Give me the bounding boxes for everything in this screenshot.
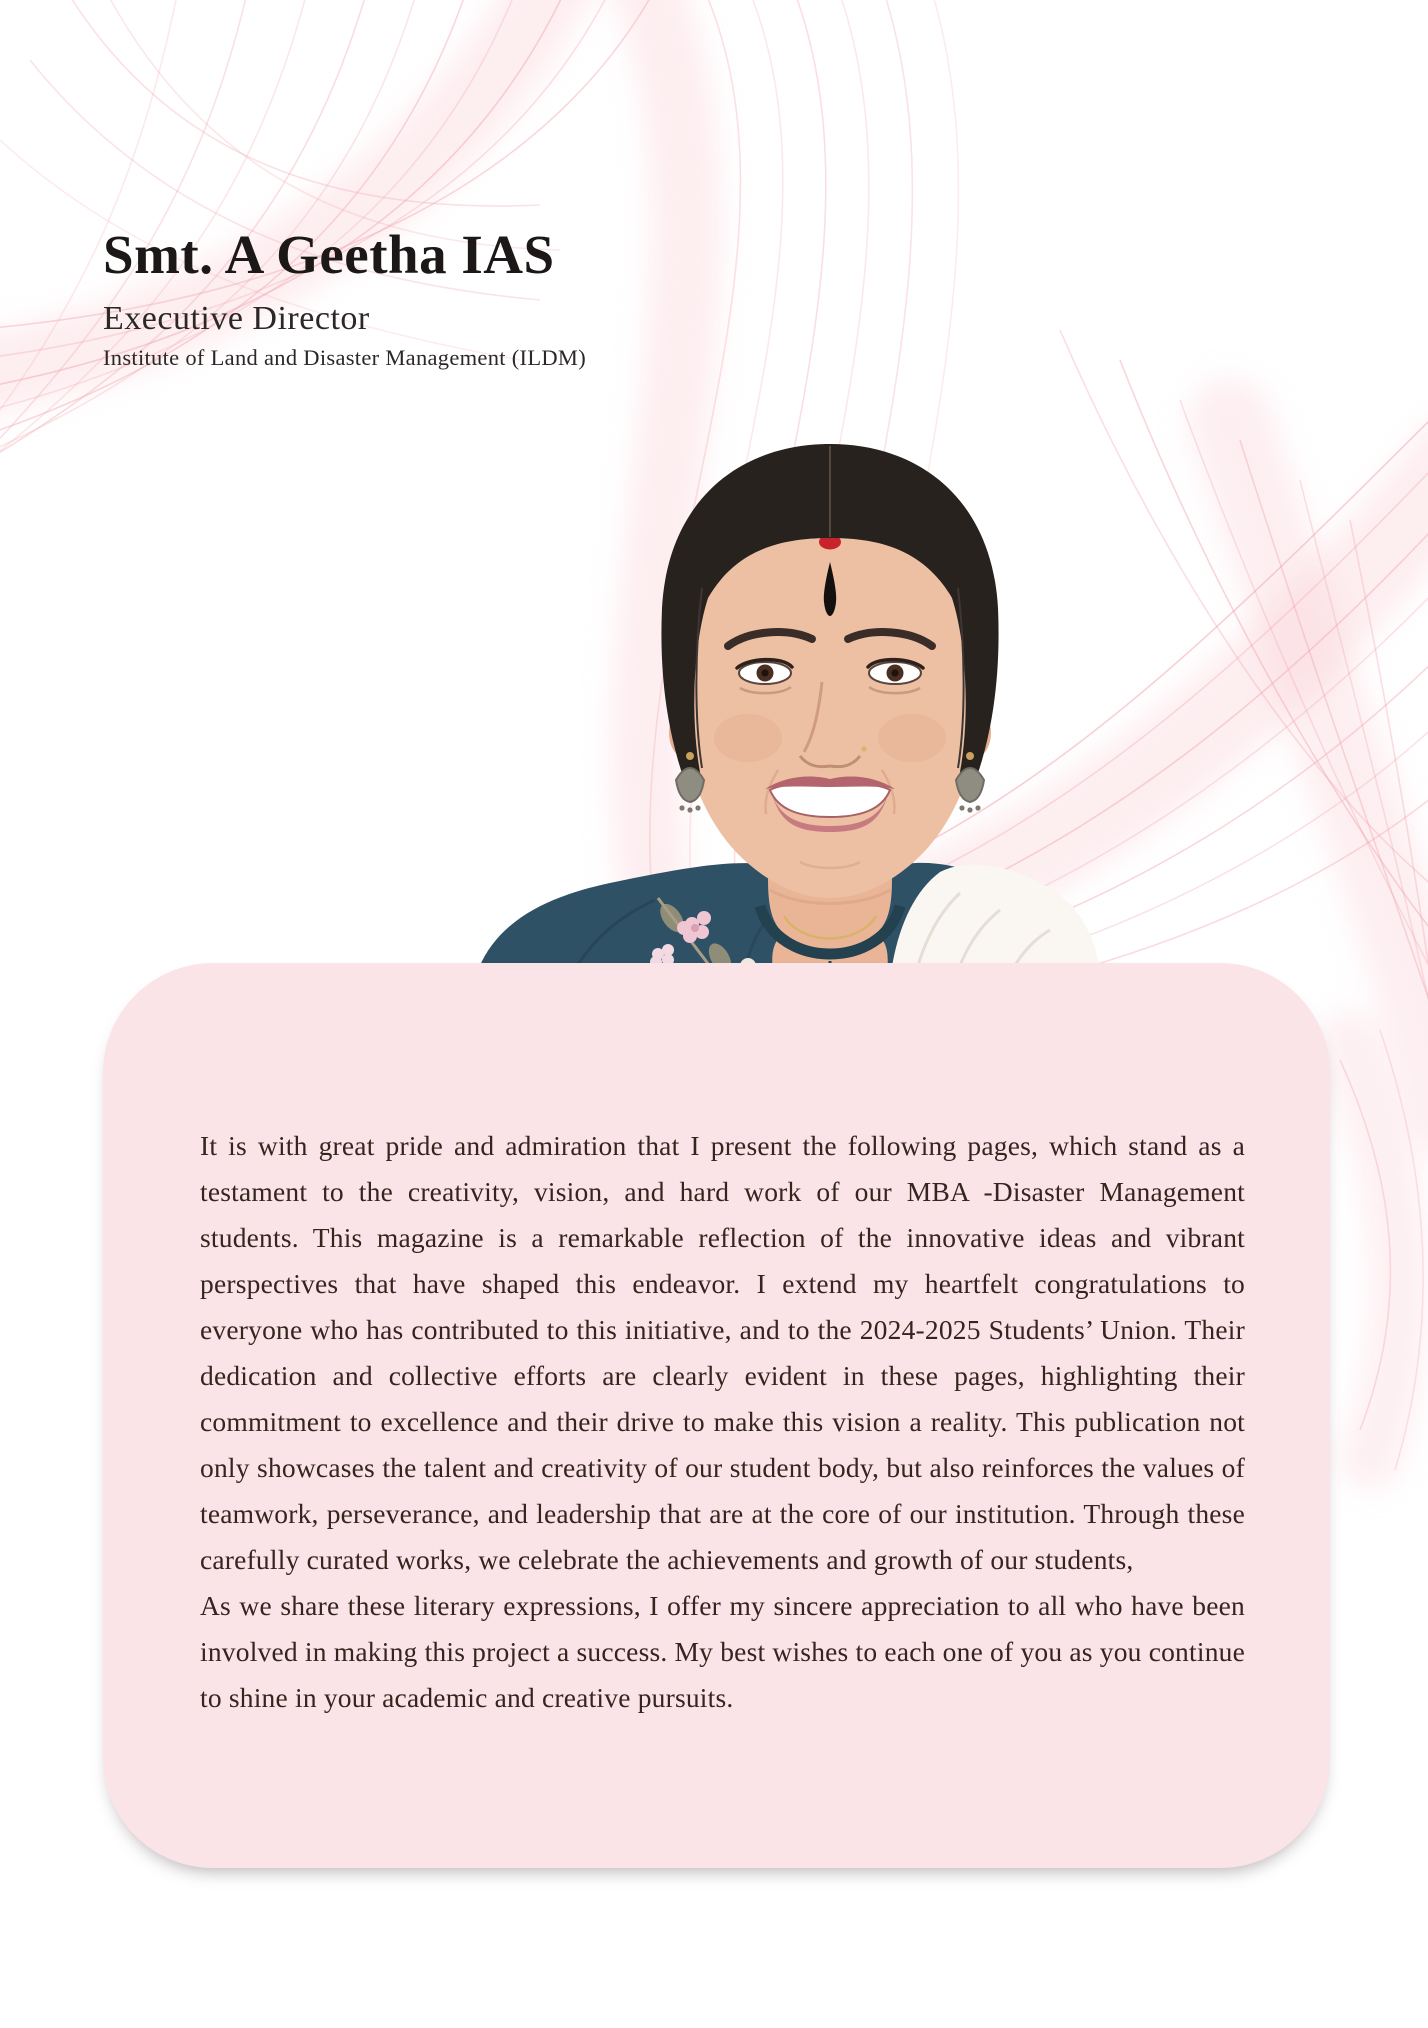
portrait-photo (440, 438, 1180, 1000)
message-paragraph-1: It is with great pride and admiration that I present the following pages, which stand as a testament to the creativity, vision, and hard work of our MBA -Disaster Management students. This magazine is a remarkable reflection of the innovative ideas and vibrant perspectives that have shaped this endeavor. I extend my heartfelt congratulations to everyone who has contributed to this initiative, and to the 2024-2025 Students’ Union. Their dedication and collective efforts are clearly evident in these pages, highlighting their commitment to excellence and their drive to make this vision a reality. This publication not only showcases the talent and creativity of our student body, but also reinforces the values of teamwork, perseverance, and leadership that are at the core of our institution. Through these carefully curated works, we celebrate the achievements and growth of our students, (200, 1130, 1245, 1575)
person-organization: Institute of Land and Disaster Management (ILDM) (103, 345, 587, 370)
message-paragraph-2: As we share these literary expressions, I offer my sincere appreciation to all who have been involved in making this project a success. My best wishes to each one of you as you continue to shine in your academic and creative pursuits. (200, 1590, 1245, 1713)
person-role: Executive Director (103, 300, 370, 337)
nose-stud (862, 747, 867, 752)
message-panel (103, 963, 1330, 1868)
person-name: Smt. A Geetha IAS (103, 224, 555, 285)
heading-block (103, 224, 586, 371)
